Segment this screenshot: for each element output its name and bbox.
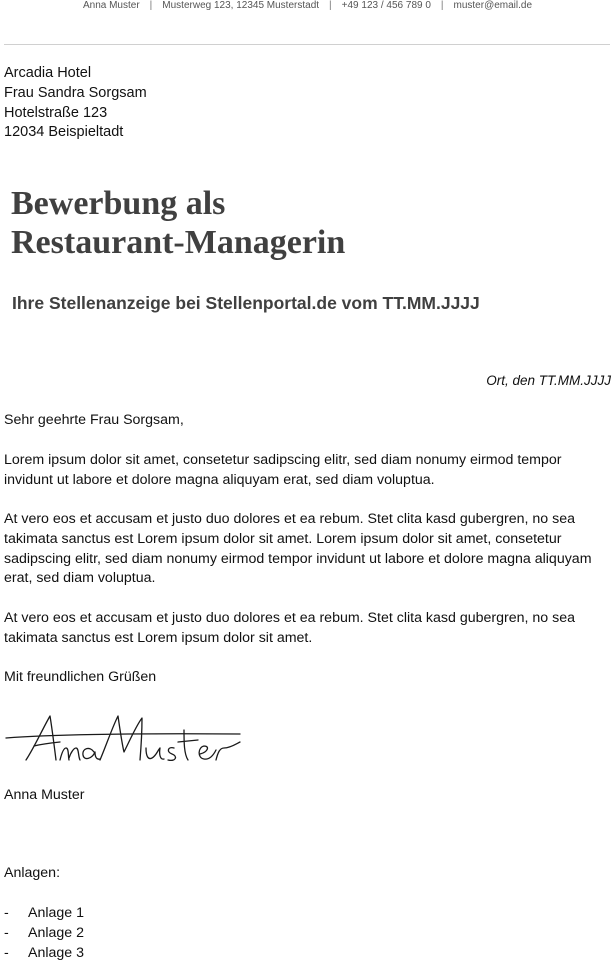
attachment-label: Anlage 3 (28, 944, 85, 961)
paragraph-2: At vero eos et accusam et justo duo dolores et ea rebum. Stet clita kasd gubergren, no sea takimata sanctus est Lorem ipsum dolor sit amet. Lorem ipsum dolor sit amet, consetetur sadipscing elitr, sed diam nonumy eirmod tempor invidunt ut labore et dolore magna aliquyam erat, sed diam voluptua. (4, 511, 592, 587)
header-separator: | (149, 0, 153, 11)
recipient-city: 12034 Beispieltadt (4, 124, 124, 141)
handwritten-signature (4, 708, 254, 768)
list-dash: - (4, 944, 9, 961)
letter-header (0, 0, 615, 14)
letter-date: Ort, den TT.MM.JJJJ (486, 373, 611, 388)
recipient-contact: Frau Sandra Sorgsam (4, 84, 147, 101)
title-line-2: Restaurant-Managerin (11, 224, 346, 261)
paragraph-3: At vero eos et accusam et justo duo dolores et ea rebum. Stet clita kasd gubergren, no sea takimata sanctus est Lorem ipsum dolor sit amet. (4, 610, 575, 646)
attachment-item (4, 944, 606, 963)
letter-title (11, 184, 345, 262)
recipient-address (4, 64, 147, 143)
attachment-item (4, 904, 606, 924)
header-divider (4, 44, 610, 45)
header-name: Anna Muster (82, 0, 140, 11)
header-phone: +49 123 / 456 789 0 (341, 0, 431, 11)
letter-subtitle: Ihre Stellenanzeige bei Stellenportal.de vom TT.MM.JJJJ (12, 293, 480, 313)
attachment-item (4, 924, 606, 944)
header-separator: | (440, 0, 444, 11)
attachment-label: Anlage 1 (28, 905, 85, 921)
attachment-label: Anlage 2 (28, 924, 85, 941)
header-email: muster@email.de (453, 0, 533, 11)
paragraph-1: Lorem ipsum dolor sit amet, consetetur sadipscing elitr, sed diam nonumy eirmod tempor invidunt ut labore et dolore magna aliquyam erat, sed diam voluptua. (4, 452, 562, 488)
closing: Mit freundlichen Grüßen (4, 669, 157, 685)
header-address: Musterweg 123, 12345 Musterstadt (162, 0, 320, 11)
sender-name: Anna Muster (4, 787, 85, 803)
attachments-label: Anlagen: (4, 865, 61, 881)
title-line-1: Bewerbung als (11, 185, 226, 222)
header-separator: | (329, 0, 332, 11)
salutation: Sehr geehrte Frau Sorgsam, (4, 412, 184, 428)
recipient-street: Hotelstraße 123 (4, 104, 108, 121)
attachments-list (4, 904, 606, 963)
list-dash: - (4, 924, 9, 941)
recipient-company: Arcadia Hotel (4, 65, 92, 81)
list-dash: - (4, 905, 9, 921)
